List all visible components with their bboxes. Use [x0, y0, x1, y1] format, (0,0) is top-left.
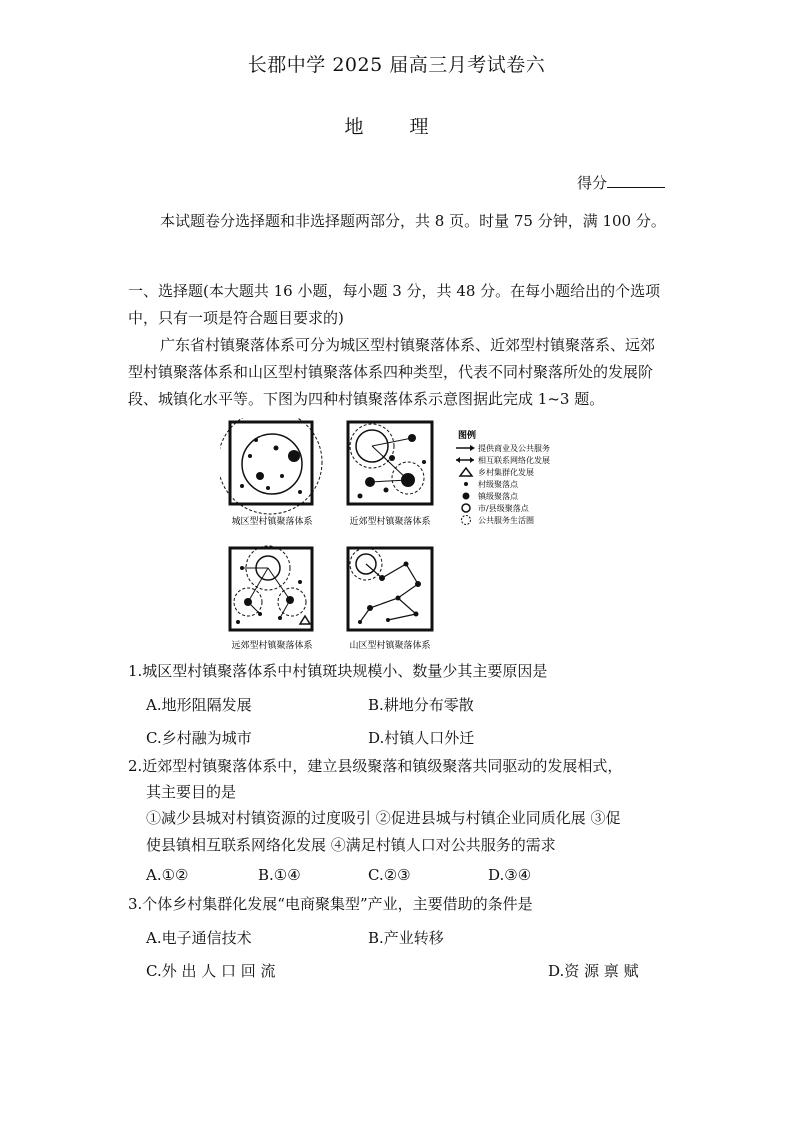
question-2-statements-line2: 使县镇相互联系网络化发展 ④满足村镇人口对公共服务的需求	[146, 836, 556, 854]
question-1-stem: 1.城区型村镇聚落体系中村镇斑块规模小、数量少其主要原因是	[128, 662, 548, 680]
settlement-diagram	[220, 418, 590, 654]
question-3-option-b[interactable]: B.产业转移	[368, 929, 444, 947]
legend-item-cluster: 乡村集群化发展	[478, 468, 534, 477]
legend-item-town: 镇级聚落点	[478, 492, 518, 501]
question-2-option-d[interactable]: D.③④	[488, 866, 532, 884]
legend-item-city: 市/县级聚落点	[478, 504, 529, 513]
question-2-stem-line2: 其主要目的是	[146, 783, 237, 801]
score-field	[577, 172, 665, 193]
question-1-option-a[interactable]: A.地形阻隔发展	[146, 696, 252, 714]
legend	[456, 429, 550, 525]
score-label: 得分	[576, 174, 607, 192]
question-2-option-b[interactable]: B.①④	[258, 866, 301, 884]
intro-paragraph: 本试题卷分选择题和非选择题两部分，共 8 页。时量 75 分钟，满 100 分。	[160, 212, 666, 230]
question-3-option-c[interactable]: C.外 出 人 口 回 流	[146, 962, 276, 980]
legend-item-service-circle: 公共服务生活圈	[478, 516, 534, 525]
score-blank[interactable]	[607, 173, 665, 188]
caption-near-suburban: 近郊型村镇聚落体系	[349, 517, 431, 527]
caption-far-suburban: 远郊型村镇聚落体系	[231, 641, 313, 651]
settlement-diagram-figure	[220, 418, 590, 654]
panel-urban	[220, 418, 322, 514]
question-1-option-d[interactable]: D.村镇人口外迁	[368, 729, 475, 747]
question-2-option-a[interactable]: A.①②	[146, 866, 189, 884]
legend-item-village: 村级聚落点	[478, 480, 518, 489]
question-2-stem-line1: 2.近郊型村镇聚落体系中，建立县级聚落和镇级聚落共同驱动的发展相式，	[128, 757, 623, 775]
legend-item-network: 相互联系网络化发展	[478, 456, 550, 465]
passage-paragraph: 广东省村镇聚落体系可分为城区型村镇聚落体系、近郊型村镇聚落系、远郊型村镇聚落体系和山区型村镇聚落体系四种类型，代表不同村聚落所处的发展阶段、城镇化水平等。下图为四种村镇聚落体系示意图据此完成 1~3 题。	[128, 336, 656, 408]
question-2-statements-line1: ①减少县城对村镇资源的过度吸引 ②促进县城与村镇企业同质化展 ③促	[146, 809, 621, 827]
caption-urban: 城区型村镇聚落体系	[231, 517, 313, 527]
exam-title: 长郡中学 2025 届高三月考试卷六	[247, 54, 546, 76]
panel-mountain	[348, 548, 432, 630]
legend-title: 图例	[458, 431, 477, 441]
question-3-option-a[interactable]: A.电子通信技术	[146, 929, 252, 947]
question-1-option-b[interactable]: B.耕地分布零散	[368, 696, 474, 714]
panel-near-suburban	[348, 422, 432, 504]
caption-mountain: 山区型村镇聚落体系	[349, 641, 431, 651]
panel-far-suburban	[230, 546, 312, 630]
question-3-stem: 3.个体乡村集群化发展“电商聚集型”产业，主要借助的条件是	[128, 895, 533, 913]
question-2-option-c[interactable]: C.②③	[368, 866, 411, 884]
subject-title: 地 理	[344, 116, 449, 138]
question-1-option-c[interactable]: C.乡村融为城市	[146, 729, 252, 747]
section-heading: 一、选择题(本大题共 16 小题，每小题 3 分，共 48 分。在每小题给出的个选项中，只有一项是符合题目要求的)	[128, 282, 661, 327]
question-3-option-d[interactable]: D.资 源 禀 赋	[548, 962, 639, 980]
legend-item-service: 提供商业及公共服务	[478, 444, 550, 453]
